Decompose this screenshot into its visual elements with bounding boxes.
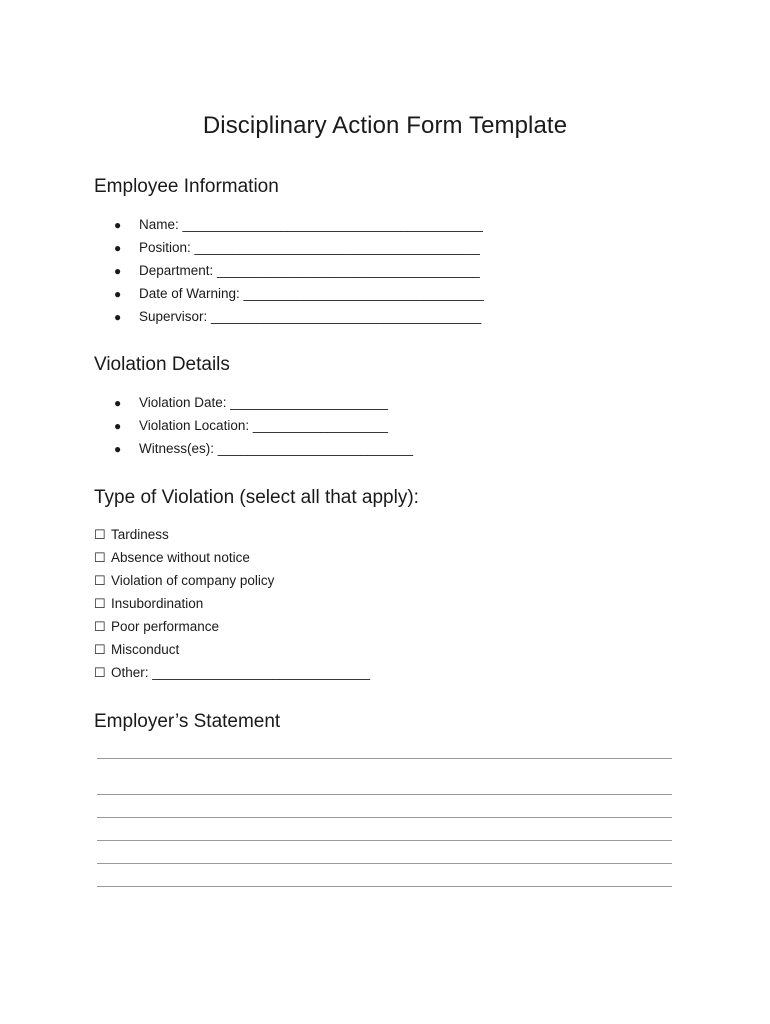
- violation-location-field[interactable]: Violation Location: __________________: [139, 418, 388, 433]
- violation-date-field[interactable]: Violation Date: _____________________: [139, 395, 388, 410]
- writing-line[interactable]: [97, 794, 672, 795]
- writing-line[interactable]: [97, 863, 672, 864]
- writing-line[interactable]: [97, 817, 672, 818]
- bullet-icon: ●: [114, 396, 122, 410]
- bullet-icon: ●: [114, 310, 122, 324]
- checkbox-icon[interactable]: ☐: [94, 619, 106, 634]
- checkbox-icon[interactable]: ☐: [94, 596, 106, 611]
- checkbox-icon[interactable]: ☐: [94, 527, 106, 542]
- witnesses-field[interactable]: Witness(es): __________________________: [139, 441, 413, 456]
- section-heading-employer-statement: Employer’s Statement: [94, 711, 281, 732]
- date-of-warning-field[interactable]: Date of Warning: ________________________________: [139, 286, 484, 301]
- section-heading-type-of-violation: Type of Violation (select all that apply):: [94, 487, 419, 508]
- checkbox-icon[interactable]: ☐: [94, 642, 106, 657]
- department-field[interactable]: Department: ___________________________________: [139, 263, 480, 278]
- section-heading-violation-details: Violation Details: [94, 354, 230, 375]
- checkbox-label: Misconduct: [111, 642, 180, 657]
- position-field[interactable]: Position: ______________________________________: [139, 240, 480, 255]
- checkbox-label: Tardiness: [111, 527, 169, 542]
- page-title: Disciplinary Action Form Template: [202, 112, 568, 139]
- checkbox-label: Poor performance: [111, 619, 220, 634]
- section-heading-employee-information: Employee Information: [94, 176, 279, 197]
- bullet-icon: ●: [114, 419, 122, 433]
- checkbox-icon[interactable]: ☐: [94, 550, 106, 565]
- name-field[interactable]: Name: ________________________________________: [139, 217, 483, 232]
- writing-line[interactable]: [97, 758, 672, 759]
- bullet-icon: ●: [114, 218, 122, 232]
- bullet-icon: ●: [114, 442, 122, 456]
- other-field[interactable]: Other: _____________________________: [111, 665, 370, 680]
- bullet-icon: ●: [114, 241, 122, 255]
- writing-line[interactable]: [97, 886, 672, 887]
- checkbox-icon[interactable]: ☐: [94, 573, 106, 588]
- bullet-icon: ●: [114, 264, 122, 278]
- supervisor-field[interactable]: Supervisor: ____________________________________: [139, 309, 482, 324]
- checkbox-label: Violation of company policy: [111, 573, 275, 588]
- checkbox-label: Insubordination: [111, 596, 204, 611]
- bullet-icon: ●: [114, 287, 122, 301]
- writing-line[interactable]: [97, 840, 672, 841]
- checkbox-label: Absence without notice: [111, 550, 250, 565]
- checkbox-icon[interactable]: ☐: [94, 665, 106, 680]
